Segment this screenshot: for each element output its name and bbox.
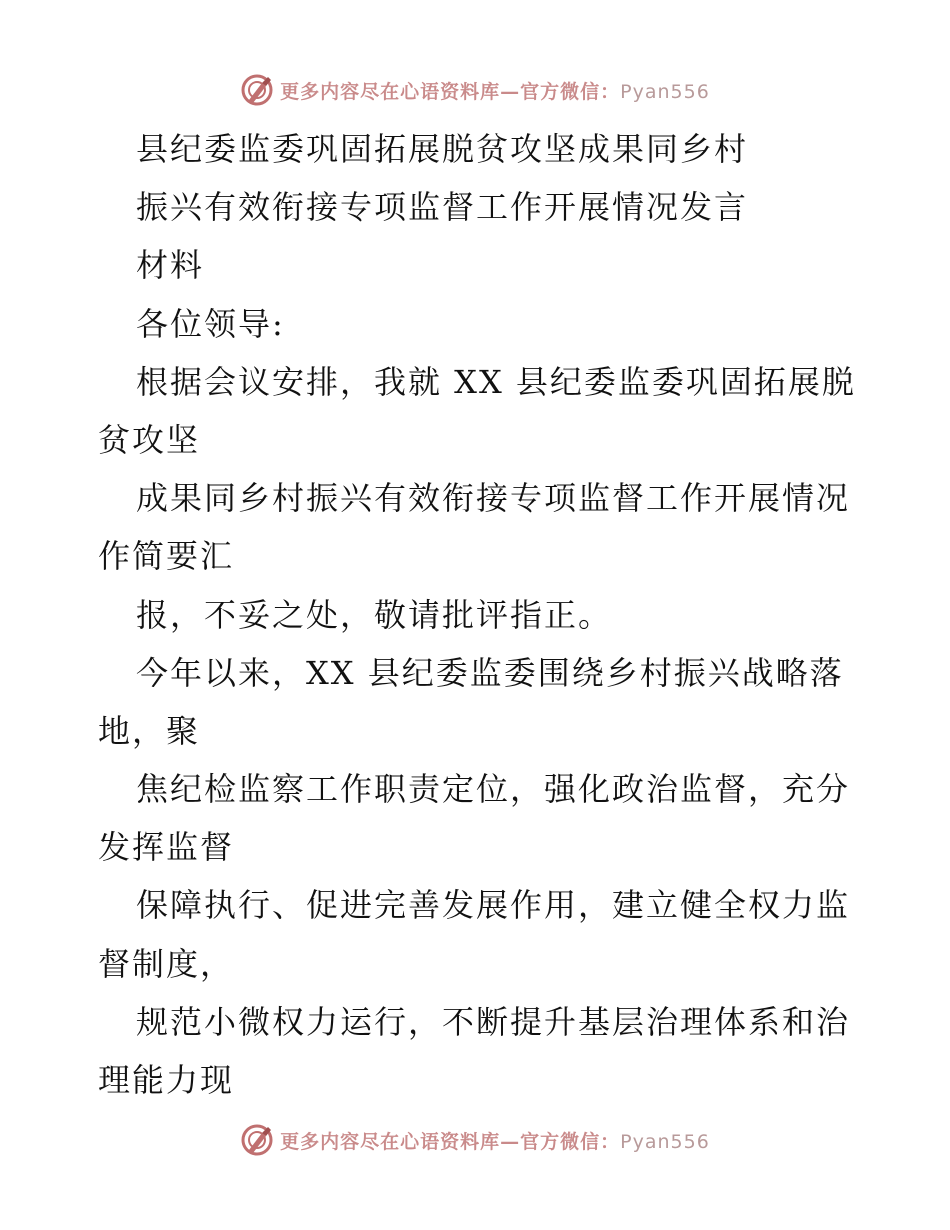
document-body [98,120,858,1109]
text-line: 督制度， [98,944,235,983]
text-line: 规范小微权力运行，不断提升基层治理体系和治 [136,1002,851,1041]
text-line: 理能力现 [98,1061,235,1099]
text-line: 发挥监督 [98,828,235,867]
footer-banner-text: 更多内容尽在心语资料库—官方微信：Pyan556 [280,1130,710,1153]
text-line: 报，不妥之处，敬请批评指正。 [136,595,613,634]
text-line: 作简要汇 [98,537,235,576]
text-line: 根据会议安排，我就 XX 县纪委监委巩固拓展脱 [136,362,856,401]
text-line: 保障执行、促进完善发展作用，建立健全权力监 [136,886,851,925]
header-banner [0,70,950,110]
text-line: 焦纪检监察工作职责定位，强化政治监督，充分 [136,770,851,809]
text-line: 县纪委监委巩固拓展脱贫攻坚成果同乡村 [136,130,749,168]
pen-logo-icon [240,73,274,107]
text-line: 今年以来，XX 县纪委监委围绕乡村振兴战略落 [136,653,844,692]
footer-wechat-id: Pyan556 [620,1130,710,1153]
header-banner-text: 更多内容尽在心语资料库—官方微信：Pyan556 [280,80,710,103]
footer-banner [0,1120,950,1160]
pen-logo-icon [240,1123,274,1157]
text-line: 振兴有效衔接专项监督工作开展情况发言 [136,188,749,227]
header-wechat-id: Pyan556 [620,80,710,103]
text-line: 贫攻坚 [98,420,201,459]
text-line: 材料 [136,246,205,285]
text-line: 各位领导: [136,304,285,343]
text-line: 地，聚 [98,711,201,750]
text-line: 成果同乡村振兴有效衔接专项监督工作开展情况 [136,479,851,518]
